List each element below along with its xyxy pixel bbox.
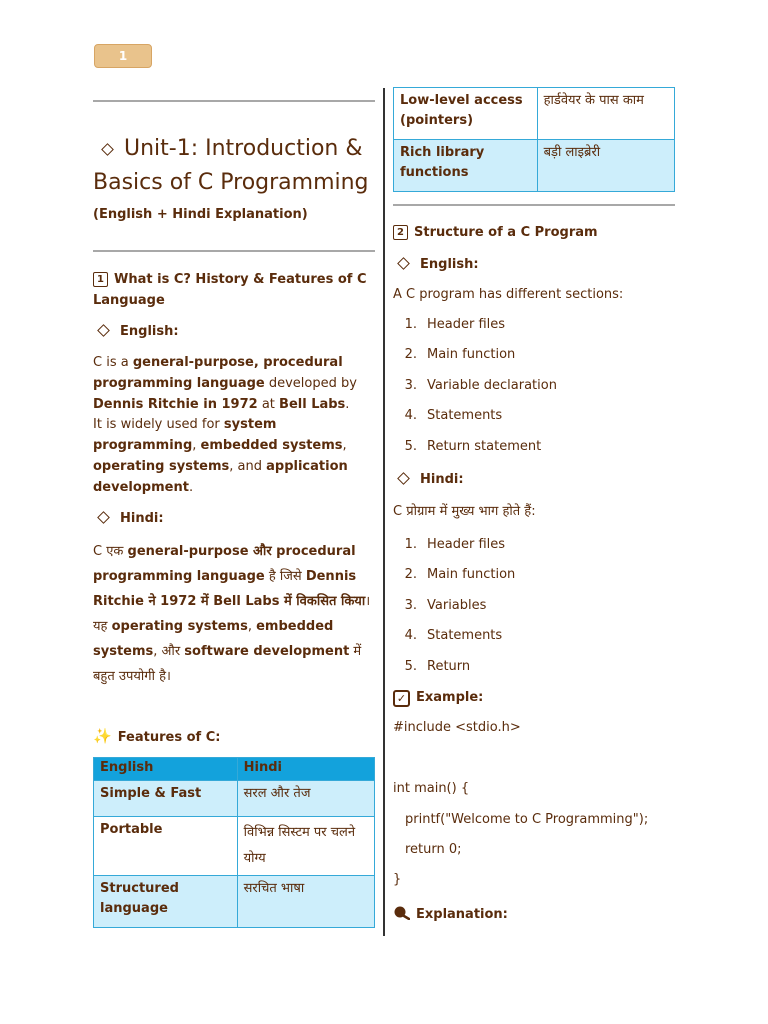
list-item-text: Return statement: [427, 438, 542, 454]
list-item-text: Statements: [427, 628, 503, 644]
list-item-text: Return: [427, 658, 471, 674]
list-item: [393, 596, 515, 626]
table-row: [94, 817, 375, 876]
list-item-text: Statements: [427, 408, 503, 424]
bold-text: operating systems: [111, 619, 248, 634]
text-run: .: [345, 396, 350, 412]
diamond-icon: [397, 257, 410, 270]
bold-text: Dennis Ritchie in 1972: [93, 396, 258, 412]
features-table: [93, 757, 375, 928]
table-cell-english: Rich library functions: [394, 140, 538, 192]
top-divider: [93, 100, 375, 102]
title-divider: [93, 250, 375, 252]
bold-text: general-purpose, procedural programming language: [93, 355, 343, 391]
label-text: Explanation:: [416, 907, 508, 922]
label-text: English:: [120, 324, 179, 339]
bold-text: Dennis Ritchie ने 1972 में Bell Labs में विकसित किया: [93, 569, 366, 609]
table-row: [94, 876, 375, 928]
features-table-continued: [393, 87, 675, 192]
bold-text: software development: [184, 644, 350, 659]
list-number: 1.: [404, 317, 417, 332]
text-run: यह: [93, 619, 112, 634]
text-run: at: [257, 396, 280, 412]
bold-text: application development: [93, 458, 348, 495]
section1-hindi-label: [93, 511, 164, 526]
list-item: [393, 437, 557, 467]
table-cell-english: Portable: [94, 817, 238, 876]
bold-text: Bell Labs: [279, 396, 346, 412]
page-subtitle: (English + Hindi Explanation): [93, 207, 308, 222]
table-cell-english: Structured language: [94, 876, 238, 928]
bold-text: system programming: [93, 417, 277, 454]
table-row: [394, 88, 675, 140]
table-cell-hindi: हार्डवेयर के पास काम: [537, 88, 674, 140]
label-text: Features of C:: [117, 730, 221, 745]
bold-text: embedded systems: [93, 619, 334, 659]
text-run: ,: [342, 438, 347, 454]
column-divider: [383, 88, 385, 936]
table-header-english: English: [94, 758, 238, 781]
bold-text: general-purpose और procedural programming language: [93, 544, 356, 584]
table-row: [94, 781, 375, 817]
text-run: ,: [192, 438, 201, 454]
section2-hindi-label: [393, 472, 464, 487]
list-item: [393, 565, 515, 595]
section2-hindi-intro: C प्रोग्राम में मुख्य भाग होते हैं:: [393, 504, 536, 519]
section2-english-label: [393, 257, 479, 272]
list-number: 1.: [404, 537, 417, 552]
code-line-return: return 0;: [405, 842, 462, 857]
list-item: [393, 315, 557, 345]
table-cell-english: Low-level access (pointers): [394, 88, 538, 140]
bold-text: embedded systems: [200, 438, 343, 454]
text-run: , और: [153, 644, 185, 659]
code-line-printf: printf("Welcome to C Programming");: [405, 812, 649, 827]
page-title: [93, 132, 375, 200]
text-run: ।: [365, 594, 371, 609]
label-text: Example:: [416, 690, 484, 705]
text-run: में बहुत उपयोगी है।: [93, 644, 362, 684]
text-run: developed by: [264, 375, 357, 391]
list-number: 2.: [404, 567, 417, 583]
list-number: 3.: [404, 597, 417, 613]
diamond-icon: [97, 324, 110, 337]
list-item: [393, 376, 557, 406]
text-run: है जिसे: [264, 569, 306, 584]
section2-english-intro: A C program has different sections:: [393, 287, 624, 302]
bold-text: operating systems: [93, 458, 230, 474]
list-item: [393, 657, 515, 687]
list-number: 3.: [404, 377, 417, 393]
text-run: ,: [247, 619, 257, 634]
list-number: 5.: [404, 658, 417, 674]
section2-heading: [393, 222, 598, 243]
list-item-text: Main function: [427, 567, 516, 583]
diamond-icon: [101, 143, 114, 156]
list-item: [393, 626, 515, 656]
table-cell-hindi: बड़ी लाइब्रेरी: [537, 140, 674, 192]
table-cell-hindi: सरचित भाषा: [237, 876, 374, 928]
list-item-text: Main function: [427, 347, 516, 363]
code-line-include: #include <stdio.h>: [393, 720, 521, 735]
list-item-text: Variable declaration: [427, 377, 557, 393]
text-run: It is widely used for: [93, 417, 224, 433]
table-row: [394, 140, 675, 192]
list-item: [393, 535, 515, 565]
example-label: [393, 690, 483, 707]
list-item-text: Variables: [427, 597, 487, 613]
table-cell-hindi: विभिन्न सिस्टम पर चलने योग्य: [237, 817, 374, 876]
text-run: .: [188, 479, 194, 495]
code-line-main: int main() {: [393, 781, 470, 796]
list-item: [393, 345, 557, 375]
number-1-icon: 1: [93, 272, 108, 287]
page-title-text: Unit-1: Introduction & Basics of C Programming: [93, 136, 369, 195]
page-number-badge: 1: [94, 44, 152, 68]
text-run: C is a: [93, 355, 133, 370]
number-2-icon: 2: [393, 225, 408, 240]
list-number: 5.: [404, 438, 417, 454]
list-number: 2.: [404, 347, 417, 363]
text-run: C एक: [93, 544, 128, 559]
section2-hindi-list: [393, 535, 515, 687]
list-item-text: Header files: [427, 317, 506, 332]
diamond-icon: [397, 472, 410, 485]
section-divider: [393, 204, 675, 206]
features-label: [93, 727, 220, 745]
list-item-text: Header files: [427, 537, 506, 552]
list-number: 4.: [404, 628, 417, 644]
section1-english-paragraph: [93, 353, 375, 499]
label-text: Hindi:: [120, 511, 164, 526]
table-header-row: [94, 758, 375, 781]
table-header-hindi: Hindi: [237, 758, 374, 781]
table-cell-hindi: सरल और तेज: [237, 781, 374, 817]
section2-english-list: [393, 315, 557, 467]
checkbox-icon: ✓: [393, 690, 410, 707]
list-number: 4.: [404, 408, 417, 424]
label-text: Hindi:: [420, 472, 464, 487]
sparkle-icon: ✨: [93, 727, 112, 745]
explanation-label: [393, 905, 508, 922]
magnifier-icon: [393, 905, 410, 920]
table-cell-english: Simple & Fast: [94, 781, 238, 817]
section2-heading-text: Structure of a C Program: [414, 225, 598, 240]
code-line-close-brace: }: [393, 872, 402, 887]
section1-english-label: [93, 324, 179, 339]
label-text: English:: [420, 257, 479, 272]
section1-hindi-paragraph: [93, 539, 375, 689]
section1-heading-text: What is C? History & Features of C Language: [93, 272, 367, 308]
section1-heading: [93, 269, 375, 311]
text-run: , and: [229, 458, 267, 474]
diamond-icon: [97, 511, 110, 524]
list-item: [393, 406, 557, 436]
